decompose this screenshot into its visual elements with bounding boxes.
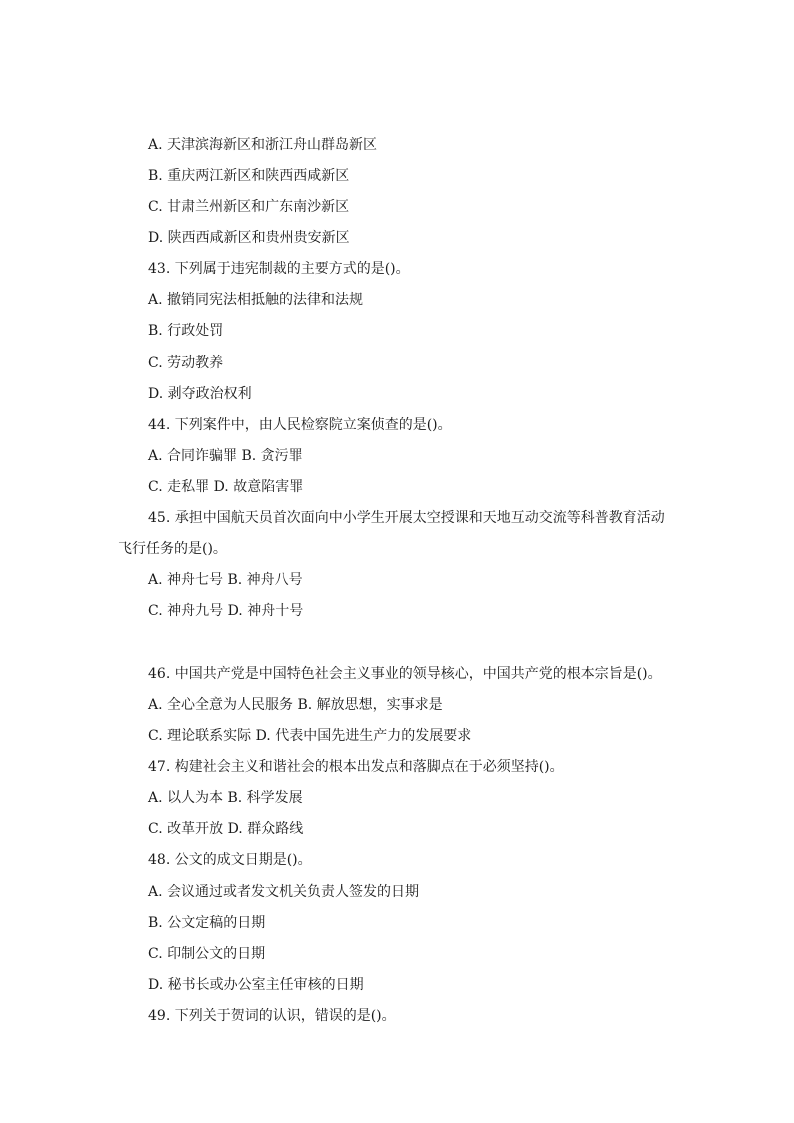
options-cd: C. 理论联系实际 D. 代表中国先进生产力的发展要求 bbox=[148, 728, 472, 744]
options-ab: A. 合同诈骗罪 B. 贪污罪 bbox=[148, 448, 303, 464]
question-49: 49. 下列关于贺词的认识，错误的是()。 bbox=[148, 1008, 396, 1024]
option-a: A. 天津滨海新区和浙江舟山群岛新区 bbox=[148, 137, 378, 153]
options-cd: C. 走私罪 D. 故意陷害罪 bbox=[148, 479, 304, 495]
option-c: C. 劳动教养 bbox=[148, 355, 224, 371]
options-ab: A. 以人为本 B. 科学发展 bbox=[148, 790, 303, 806]
option-d: D. 陕西西咸新区和贵州贵安新区 bbox=[148, 230, 350, 246]
question-48: 48. 公文的成文日期是()。 bbox=[148, 852, 312, 868]
option-d: D. 剥夺政治权利 bbox=[148, 386, 252, 402]
option-b: B. 公文定稿的日期 bbox=[148, 915, 266, 931]
option-a: A. 会议通过或者发文机关负责人签发的日期 bbox=[148, 884, 420, 900]
option-b: B. 重庆两江新区和陕西西咸新区 bbox=[148, 168, 350, 184]
option-a: A. 撤销同宪法相抵触的法律和法规 bbox=[148, 292, 364, 308]
options-cd: C. 改革开放 D. 群众路线 bbox=[148, 821, 304, 837]
question-45-continued: 飞行任务的是()。 bbox=[118, 541, 227, 557]
question-44: 44. 下列案件中，由人民检察院立案侦查的是()。 bbox=[148, 417, 452, 433]
question-45: 45. 承担中国航天员首次面向中小学生开展太空授课和天地互动交流等科普教育活动 bbox=[148, 510, 665, 526]
question-46: 46. 中国共产党是中国特色社会主义事业的领导核心，中国共产党的根本宗旨是()。 bbox=[148, 666, 662, 682]
option-c: C. 印制公文的日期 bbox=[148, 946, 266, 962]
options-cd: C. 神舟九号 D. 神舟十号 bbox=[148, 603, 304, 619]
option-d: D. 秘书长或办公室主任审核的日期 bbox=[148, 977, 364, 993]
question-47: 47. 构建社会主义和谐社会的根本出发点和落脚点在于必须坚持()。 bbox=[148, 759, 564, 775]
option-b: B. 行政处罚 bbox=[148, 323, 224, 339]
options-ab: A. 全心全意为人民服务 B. 解放思想，实事求是 bbox=[148, 697, 443, 713]
question-43: 43. 下列属于违宪制裁的主要方式的是()。 bbox=[148, 261, 410, 277]
option-c: C. 甘肃兰州新区和广东南沙新区 bbox=[148, 199, 350, 215]
options-ab: A. 神舟七号 B. 神舟八号 bbox=[148, 572, 303, 588]
